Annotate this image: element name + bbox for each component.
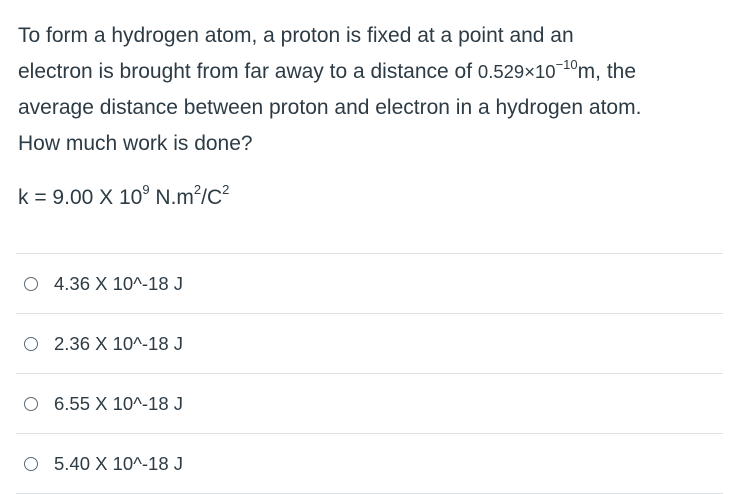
radio-button-icon[interactable] <box>24 457 38 471</box>
distance-mantissa: 0.529×10 <box>477 61 556 82</box>
question-line-2 <box>18 54 724 90</box>
constant-unit-mid: /C <box>201 186 223 209</box>
answer-label: 2.36 X 10^-18 J <box>54 332 184 354</box>
constant-prefix: k = 9.00 X 10 <box>18 186 143 209</box>
radio-button-icon[interactable] <box>24 277 38 291</box>
answer-option-4[interactable] <box>16 434 723 494</box>
question-line-3: average distance between proton and electron in a hydrogen atom. <box>18 96 642 119</box>
answer-option-2[interactable] <box>16 314 723 374</box>
distance-value <box>477 56 578 82</box>
coulomb-constant <box>18 180 229 216</box>
distance-exponent: −10 <box>555 56 578 72</box>
constant-unit-exponent-2: 2 <box>222 182 230 197</box>
question-line-2-text: electron is brought from far away to a distance of <box>18 60 478 83</box>
answer-option-3[interactable] <box>16 374 723 434</box>
answer-list <box>16 253 723 494</box>
radio-button-icon[interactable] <box>24 337 38 351</box>
question-line-4: How much work is done? <box>18 132 253 155</box>
question-text <box>18 18 724 162</box>
answer-option-1[interactable] <box>16 254 723 314</box>
answer-label: 4.36 X 10^-18 J <box>54 272 184 294</box>
question-line-1: To form a hydrogen atom, a proton is fixed at a point and an <box>18 24 574 47</box>
constant-power-exponent: 9 <box>142 182 150 197</box>
answer-label: 5.40 X 10^-18 J <box>54 452 184 474</box>
answer-label: 6.55 X 10^-18 J <box>54 392 184 414</box>
constant-unit-exponent: 2 <box>193 182 202 197</box>
radio-button-icon[interactable] <box>24 397 38 411</box>
constant-unit: N.m <box>149 186 194 209</box>
distance-unit: m, the <box>577 60 637 83</box>
